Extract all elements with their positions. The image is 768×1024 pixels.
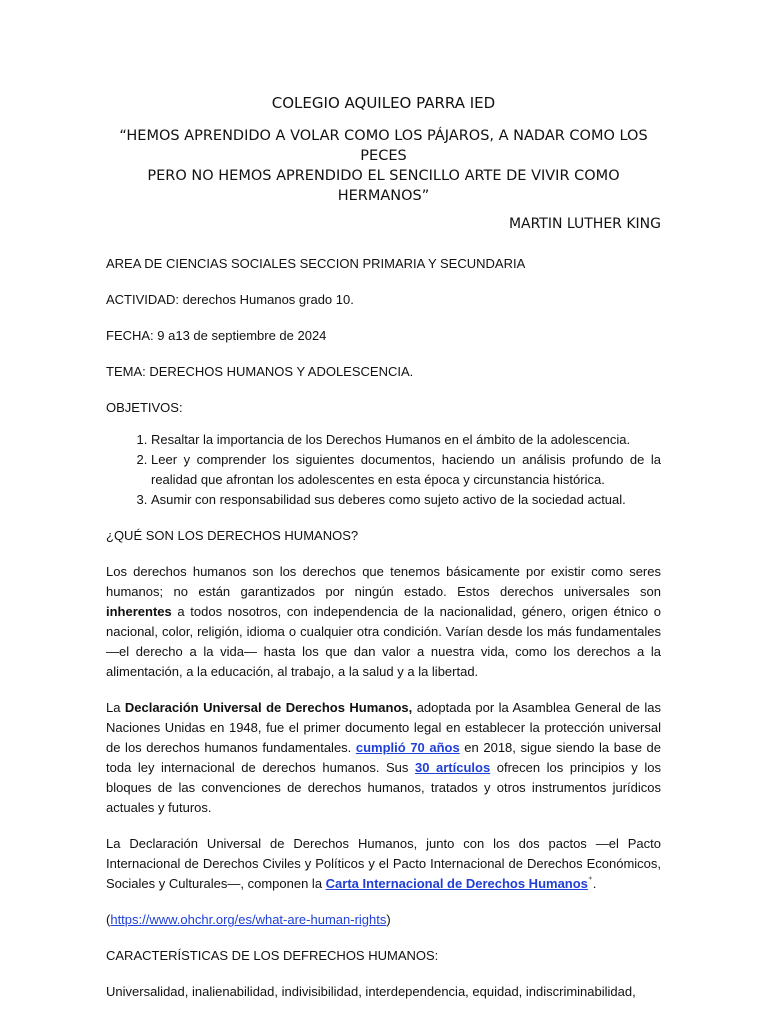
text-run: ofrecen los principios y los bloques de las convenciones de derechos humanos, tratados y otros instrumentos jurídicos actuales y futuros. bbox=[106, 760, 661, 815]
text-run: ) bbox=[386, 912, 391, 927]
section-heading-characteristics: CARACTERÍSTICAS DE LOS DEFRECHOS HUMANOS: bbox=[106, 948, 439, 963]
objectives-list bbox=[106, 430, 661, 510]
objective-item: 1. Resaltar la importancia de los Derechos Humanos en el ámbito de la adolescencia. bbox=[151, 430, 661, 450]
topic-line: TEMA: DERECHOS HUMANOS Y ADOLESCENCIA. bbox=[106, 364, 414, 379]
section-heading-what-are: ¿QUÉ SON LOS DERECHOS HUMANOS? bbox=[106, 528, 359, 543]
bold-term: inherentes bbox=[106, 604, 172, 619]
quote-line-1: “HEMOS APRENDIDO A VOLAR COMO LOS PÁJAROS, A NADAR COMO LOS PECES bbox=[119, 128, 648, 164]
quote-line-2: PERO NO HEMOS APRENDIDO EL SENCILLO ARTE DE VIVIR COMO HERMANOS” bbox=[147, 168, 620, 204]
area-line: AREA DE CIENCIAS SOCIALES SECCION PRIMARIA Y SECUNDARIA bbox=[106, 256, 526, 271]
text-run: La Declaración Universal de Derechos Humanos, junto con los dos pactos —el Pacto Internacional de Derechos Civiles y Políticos y el Pacto Internacional de Derechos Económicos, Sociales y Culturales—, componen la bbox=[106, 836, 661, 891]
bold-term: Declaración Universal de Derechos Humanos, bbox=[124, 700, 413, 715]
source-url-link[interactable]: https://www.ohchr.org/es/what-are-human-rights bbox=[110, 912, 387, 927]
date-line: FECHA: 9 a13 de septiembre de 2024 bbox=[106, 328, 327, 343]
objective-item: 2. Leer y comprender los siguientes documentos, haciendo un análisis profundo de la realidad que afrontan los adolescentes en esta época y circunstancia histórica. bbox=[151, 450, 661, 490]
link-30-articles[interactable]: 30 artículos bbox=[414, 760, 491, 775]
text-run: adoptada por la Asamblea General de las Naciones Unidas en 1948, fue el primer documento legal en establecer la protección universal de los derechos humanos fundamentales. bbox=[106, 700, 661, 755]
paragraph-definition bbox=[106, 562, 661, 682]
objective-item: 3. Asumir con responsabilidad sus deberes como sujeto activo de la sociedad actual. bbox=[151, 490, 661, 510]
link-70-years[interactable]: cumplió 70 años bbox=[355, 740, 460, 755]
objectives-label: OBJETIVOS: bbox=[106, 400, 183, 415]
text-run: a todos nosotros, con independencia de la nacionalidad, género, origen étnico o nacional, color, religión, idioma o cualquier otra condición. Varían desde los más fundamentales —el derecho a la vida— hasta los que dan valor a nuestra vida, como los derechos a la alimentación, a la educación, al trabajo, a la salud y a la libertad. bbox=[106, 604, 661, 679]
source-citation bbox=[106, 910, 661, 930]
quote-author: MARTIN LUTHER KING bbox=[508, 216, 661, 232]
paragraph-charter bbox=[106, 834, 661, 894]
school-name: COLEGIO AQUILEO PARRA IED bbox=[271, 94, 496, 112]
superscript-mark: ⁺ bbox=[587, 874, 593, 885]
characteristics-list: Universalidad, inalienabilidad, indivisibilidad, interdependencia, equidad, indiscriminabilidad, bbox=[106, 984, 636, 999]
text-run: Los derechos humanos son los derechos que tenemos básicamente por existir como seres humanos; no están garantizados por ningún estado. Estos derechos universales son bbox=[106, 564, 661, 599]
text-run: . bbox=[592, 876, 597, 891]
paragraph-declaration bbox=[106, 698, 661, 818]
epigraph-quote bbox=[106, 126, 661, 206]
text-run: en 2018, sigue siendo la base de toda ley internacional de derechos humanos. Sus bbox=[106, 740, 661, 775]
activity-line: ACTIVIDAD: derechos Humanos grado 10. bbox=[106, 292, 354, 307]
link-international-bill[interactable]: Carta Internacional de Derechos Humanos bbox=[325, 876, 588, 891]
text-run: ( bbox=[106, 912, 111, 927]
text-run: La bbox=[106, 700, 125, 715]
